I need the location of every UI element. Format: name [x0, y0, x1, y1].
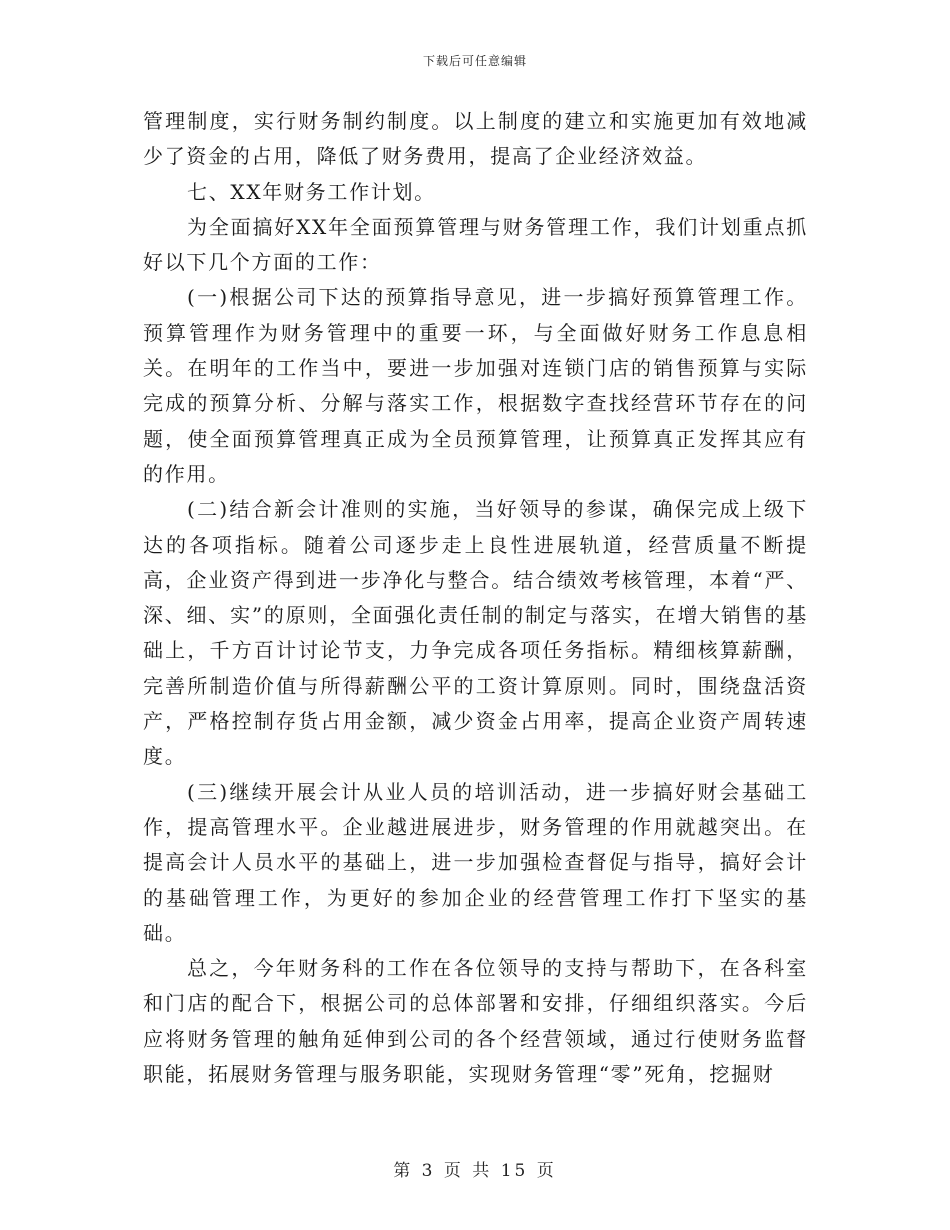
paragraph-5-item-2: (二)结合新会计准则的实施，当好领导的参谋，确保完成上级下达的各项指标。随着公司逐步走上良性进展轨道，经营质量不断提高，企业资产得到进一步净化与整合。结合绩效考核管理，本着“严、深、细、实”的原则，全面强化责任制的制定与落实，在增大销售的基础上，千方百计讨论节支，力争完成各项任务指标。精细核算薪酬，完善所制造价值与所得薪酬公平的工资计算原则。同时，围绕盘活资产，严格控制存货占用金额，减少资金占用率，提高企业资产周转速度。 — [143, 497, 808, 769]
paragraph-7-summary: 总之，今年财务科的工作在各位领导的支持与帮助下，在各科室和门店的配合下，根据公司的总体部署和安排，仔细组织落实。今后应将财务管理的触角延伸到公司的各个经营领域，通过行使财务监督职能，拓展财务管理与服务职能，实现财务管理“零”死角，挖掘财 — [143, 956, 808, 1087]
paragraph-3: 为全面搞好XX年全面预算管理与财务管理工作，我们计划重点抓好以下几个方面的工作： — [143, 214, 808, 275]
page-header: 下载后可任意编辑 — [422, 54, 527, 68]
paragraph-4-item-1: (一)根据公司下达的预算指导意见，进一步搞好预算管理工作。预算管理作为财务管理中的重要一环，与全面做好财务工作息息相关。在明年的工作当中，要进一步加强对连锁门店的销售预算与实际完成的预算分析、分解与落实工作，根据数字查找经营环节存在的问题，使全面预算管理真正成为全员预算管理，让预算真正发挥其应有的作用。 — [143, 285, 808, 486]
page-footer: 第 3 页 共 15 页 — [393, 1161, 557, 1181]
document-body — [143, 104, 808, 1092]
paragraph-6-item-3: (三)继续开展会计从业人员的培训活动，进一步搞好财会基础工作，提高管理水平。企业越进展进步，财务管理的作用就越突出。在提高会计人员水平的基础上，进一步加强检查督促与指导，搞好会计的基础管理工作，为更好的参加企业的经营管理工作打下坚实的基础。 — [143, 779, 808, 945]
paragraph-2-section-heading: 七、XX年财务工作计划。 — [187, 179, 436, 204]
paragraph-1: 管理制度，实行财务制约制度。以上制度的建立和实施更加有效地减少了资金的占用，降低了财务费用，提高了企业经济效益。 — [143, 109, 808, 169]
